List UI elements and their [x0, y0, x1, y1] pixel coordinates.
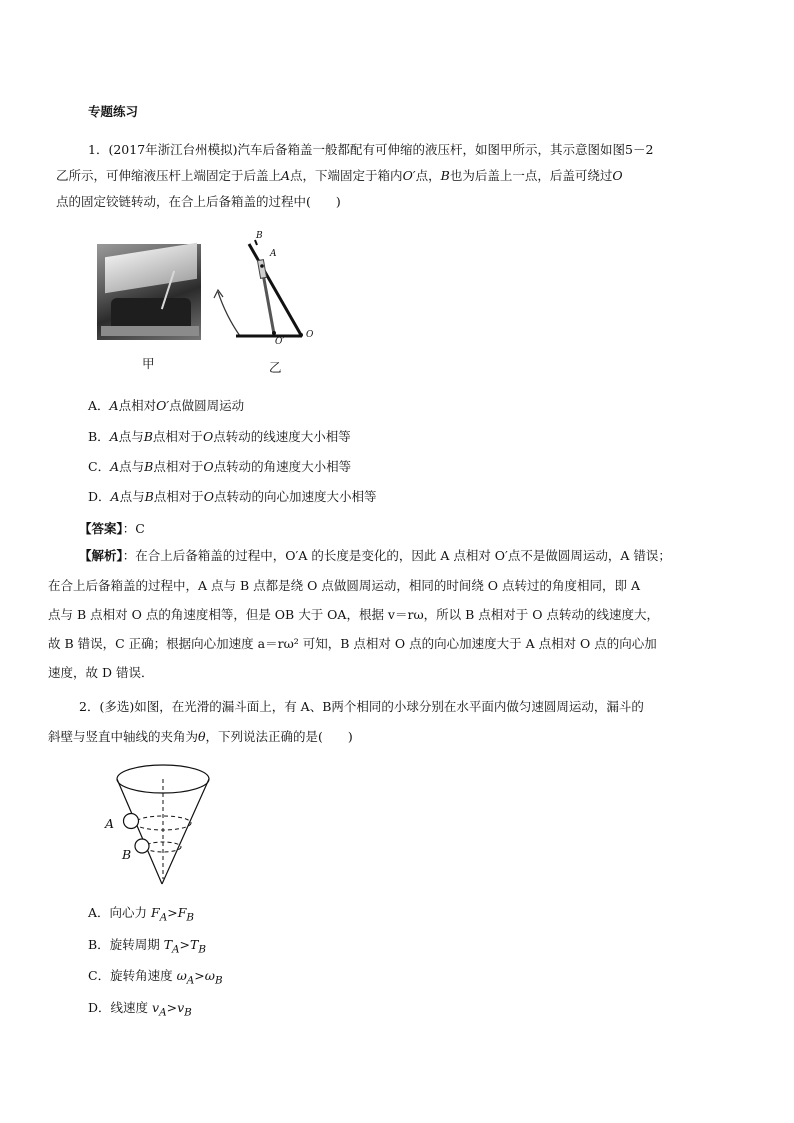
funnel-diagram [95, 755, 235, 890]
funnel-right-wall [162, 779, 209, 884]
ball-a [124, 814, 139, 829]
q1-analysis-line-4: 故 B 错误，C 正确；根据向心加速度 a＝rω² 可知，B 点相对 O 点的向心加速度大于 A 点相对 O 点的向心加 [48, 636, 657, 651]
q1-option-d: D．A点与B点相对于O点转动的向心加速度大小相等 [88, 489, 377, 504]
figure-caption-right: 乙 [269, 360, 282, 375]
q2-option-b: B．旋转周期 $T_A>T_B$ [88, 937, 207, 956]
funnel-left-wall [117, 779, 162, 884]
q2-option-a: A．向心力 $F_A>F_B$ [88, 905, 195, 924]
car-trunk-photo [97, 244, 201, 340]
q1-answer: 【答案】：C [79, 521, 145, 536]
q1-option-a: A．A点相对O′点做圆周运动 [88, 398, 245, 413]
q1-line-3: 点的固定铰链转动，在合上后备箱盖的过程中( ) [56, 194, 341, 209]
q1-analysis-line-2: 在合上后备箱盖的过程中，A 点与 B 点都是绕 O 点做圆周运动，相同的时间绕 O 点转过的角度相同，即 A [48, 578, 641, 593]
point-o-dot [299, 333, 303, 337]
diagram-label-o-prime: O′ [275, 337, 285, 347]
point-a-dot [260, 264, 264, 268]
section-title: 专题练习 [88, 104, 139, 119]
ball-b [135, 839, 149, 853]
q1-analysis-line-1: 【解析】：在合上后备箱盖的过程中，O′A 的长度是变化的，因此 A 点相对 O′点不是做圆周运动，A 错误； [79, 548, 671, 563]
q2-option-d: D．线速度 $v_A>v_B$ [88, 1000, 192, 1019]
q2-option-c: C．旋转角速度 $\omega_A>\omega_B$ [88, 968, 223, 987]
diagram-label-a: A [270, 249, 277, 259]
diagram-label-o: O [306, 330, 314, 340]
point-o-prime-dot [272, 331, 276, 335]
q1-line-2: 乙所示，可伸缩液压杆上端固定于后盖上A点，下端固定于箱内O′点，B也为后盖上一点，后盖可绕过O [56, 168, 623, 183]
q1-option-c: C．A点与B点相对于O点转动的角速度大小相等 [88, 459, 352, 474]
funnel-label-b: B [122, 847, 132, 862]
rod-cylinder [257, 260, 266, 279]
rotation-arrow [218, 292, 240, 336]
q1-option-b: B．A点与B点相对于O点转动的线速度大小相等 [88, 429, 351, 444]
q2-line-1: 2．(多选)如图，在光滑的漏斗面上，有 A、B两个相同的小球分别在水平面内做匀速圆周运动，漏斗的 [79, 699, 644, 714]
funnel-label-a: A [105, 816, 115, 831]
diagram-label-b: B [256, 231, 263, 241]
q1-line-1: 1．(2017年浙江台州模拟)汽车后备箱盖一般都配有可伸缩的液压杆，如图甲所示，其示意图如图5－2 [88, 142, 654, 157]
q2-line-2: 斜壁与竖直中轴线的夹角为θ，下列说法正确的是( ) [48, 729, 353, 744]
q1-analysis-line-3: 点与 B 点相对 O 点的角速度相等，但是 OB 大于 OA，根据 v＝rω，所以 B 点相对于 O 点转动的线速度大， [48, 607, 659, 622]
q1-analysis-line-5: 速度，故 D 错误． [48, 665, 154, 680]
figure-caption-left: 甲 [142, 356, 155, 371]
